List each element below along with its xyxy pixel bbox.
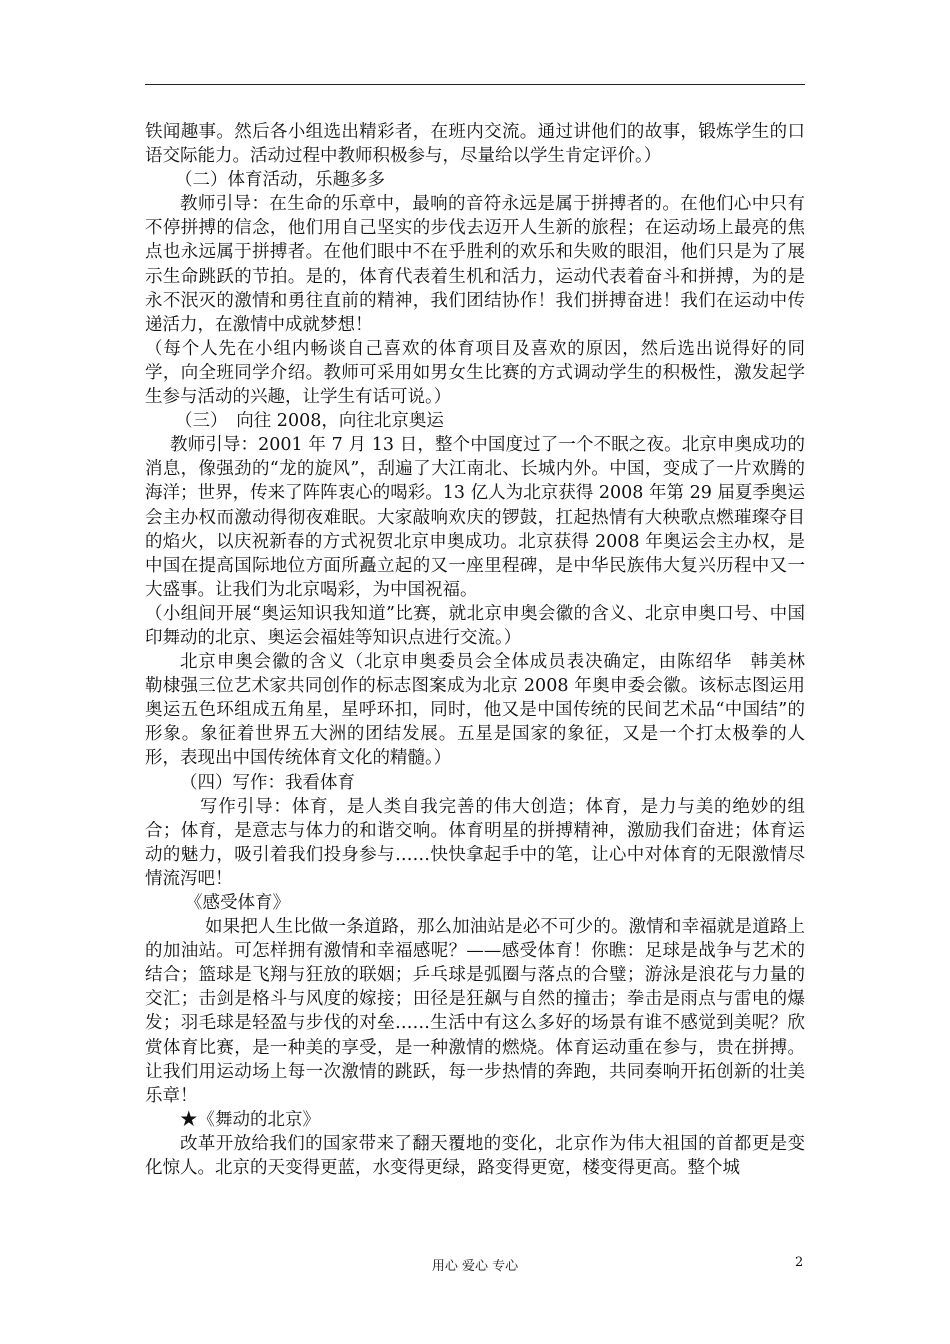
paragraph: （三） 向往 2008，向往北京奥运 (175, 411, 444, 432)
paragraph: （小组间开展“奥运知识我知道”比赛，就北京申奥会徽的含义、北京申奥口号、中国印舞动的北京、奥运会福娃等知识点进行交流。） (145, 603, 805, 648)
paragraph: （二）体育活动，乐趣多多 (175, 170, 385, 191)
paragraph: 《感受体育》 (185, 893, 290, 913)
paragraph: 铁闻趣事。然后各小组选出精彩者，在班内交流。通过讲他们的故事，锻炼学生的口语交际能力。活动过程中教师积极参与，尽量给以学生肯定评价。） (145, 122, 805, 167)
document-body (145, 120, 823, 1180)
paragraph: 北京申奥会徽的含义（北京申奥委员会全体成员表决确定，由陈绍华 韩美林 勒棣强三位艺术家共同创作的标志图案成为北京 2008 年奥申委会徽。该标志图运用奥运五色环组成五角星，星呼环扣，同时，他又是中国传统的民间艺术品“中国结”的形象。象征着世界五大洲的团结发展。五星是国家的象征，又是一个打太极拳的人形，表现出中国传统体育文化的精髓。） (145, 652, 823, 769)
paragraph: 教师引导：2001 年 7 月 13 日，整个中国度过了一个不眠之夜。北京申奥成功的消息，像强劲的“龙的旋风”，刮遍了大江南北、长城内外。中国，变成了一片欢腾的海洋；世界，传来了阵阵衷心的喝彩。13 亿人为北京获得 2008 年第 29 届夏季奥运会主办权而激动得彻夜难眠。大家敲响欢庆的锣鼓，扛起热情有大秧歌点燃璀璨夺目的焰火，以庆祝新春的方式祝贺北京申奥成功。北京获得 2008 年奥运会主办权，是中国在提高国际地位方面所矗立起的又一座里程碑，是中华民族伟大复兴历程中又一大盛事。让我们为北京喝彩，为中国祝福。 (145, 435, 805, 600)
paragraph: ★《舞动的北京》 (180, 1109, 320, 1130)
paragraph: 如果把人生比做一条道路，那么加油站是必不可少的。激情和幸福就是道路上的加油站。可怎样拥有激情和幸福感呢？——感受体育！你瞧：足球是战争与艺术的结合；篮球是飞翔与狂放的联姻；乒乓球是弧圈与落点的合璧；游泳是浪花与力量的交汇；击剑是格斗与风度的嫁接；田径是狂飙与自然的撞击；拳击是雨点与雷电的爆发；羽毛球是轻盈与步伐的对垒……生活中有这么多好的场景有谁不感觉到美呢？欣赏体育比赛，是一种美的享受，是一种激情的燃烧。体育运动重在参与，贵在拼搏。让我们用运动场上每一次激情的跳跃，每一步热情的奔跑，共同奏响开拓创新的壮美乐章！ (145, 917, 805, 1106)
paragraph: （每个人先在小组内畅谈自己喜欢的体育项目及喜欢的原因，然后选出说得好的同学，向全班同学介绍。教师可采用如男女生比赛的方式调动学生的积极性，激发起学生参与活动的兴趣，让学生有话可说。） (145, 338, 805, 408)
paragraph: 改革开放给我们的国家带来了翻天覆地的变化，北京作为伟大祖国的首都更是变化惊人。北京的天变得更蓝，水变得更绿，路变得更宽，楼变得更高。整个城 (145, 1133, 805, 1179)
page-number: 2 (795, 1255, 804, 1270)
footer-motto: 用心 爱心 专心 (431, 1259, 519, 1274)
header-rule (145, 84, 805, 85)
paragraph: 写作引导：体育，是人类自我完善的伟大创造；体育，是力与美的绝妙的组合；体育，是意志与体力的和谐交响。体育明星的拼搏精神，激励我们奋进；体育运动的魅力，吸引着我们投身参与……快快拿起手中的笔，让心中对体育的无限激情尽情流泻吧！ (145, 796, 805, 889)
paragraph: （四）写作：我看体育 (180, 772, 355, 793)
paragraph: 教师引导：在生命的乐章中，最响的音符永远是属于拼搏者的。在他们心中只有不停拼搏的信念，他们用自己坚实的步伐去迈开人生新的旅程；在运动场上最亮的焦点也永远属于拼搏者。在他们眼中不在乎胜利的欢乐和失败的眼泪，他们只是为了展示生命跳跃的节拍。是的，体育代表着生机和活力，运动代表着奋斗和拼搏，为的是永不泯灭的激情和勇往直前的精神，我们团结协作！我们拼搏奋进！我们在运动中传递活力，在激情中成就梦想！ (145, 194, 805, 335)
